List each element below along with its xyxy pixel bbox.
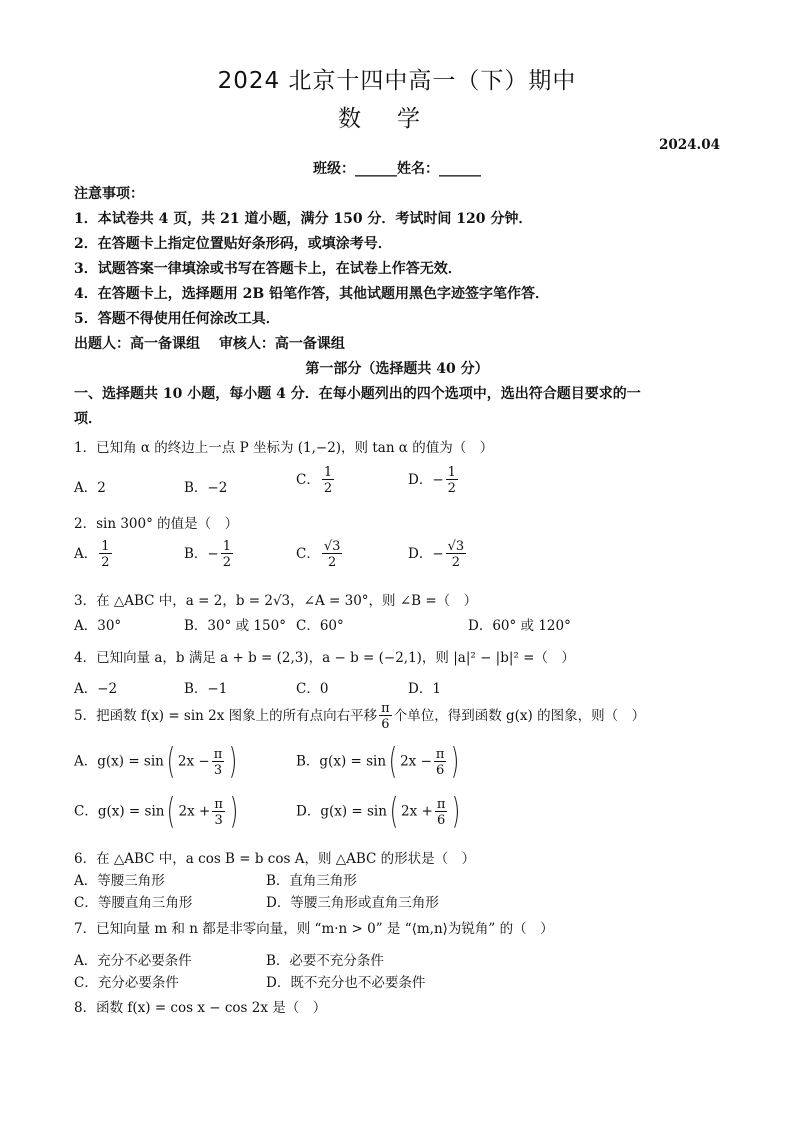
question-7-option-d: D．既不充分也不必要条件: [266, 975, 426, 991]
question-3-option-c: C．60°: [296, 618, 344, 634]
question-4-option-b: B．−1: [184, 681, 228, 697]
question-1-option-c: C． $\frac{1}{2}$: [296, 465, 333, 496]
class-name-line: 班级：______姓名：______: [313, 161, 481, 177]
part-heading: 第一部分（选择题共 40 分）: [305, 361, 489, 377]
exam-date: 2024.04: [658, 137, 720, 153]
section-instruction-cont: 项．: [74, 411, 102, 427]
question-3-option-d: D．60° 或 120°: [468, 618, 571, 634]
question-1-option-d: D．− $\frac{1}{2}$: [408, 465, 456, 496]
question-5-stem: 5．把函数 f(x) = sin 2x 图象上的所有点向右平移 $\frac{\pi}{6}$ 个单位，得到函数 g(x) 的图象，则（ ）: [74, 701, 646, 732]
question-7-stem: 7．已知向量 m 和 n 都是非零向量，则 “m·n > 0” 是 “⟨m,n⟩为锐角” 的（ ）: [74, 921, 554, 937]
subject-title: 数学: [338, 106, 456, 132]
question-3-stem: 3．在 △ABC 中，a = 2，b = 2√3，∠A = 30°，则 ∠B =（ ）: [74, 593, 478, 609]
question-6-option-c: C．等腰直角三角形: [74, 895, 193, 911]
question-1-option-a: A．2: [74, 480, 106, 496]
question-2-option-c: C． $\frac{√3}{2}$: [296, 539, 341, 570]
question-5-option-c: C．g(x) = sin( 2x + $\frac{\pi}{3}$ ): [74, 791, 239, 832]
question-7-option-a: A．充分不必要条件: [74, 953, 192, 969]
question-1-stem: 1．已知角 α 的终边上一点 P 坐标为 (1,−2)，则 tan α 的值为（ ）: [74, 440, 494, 456]
notice-item: 4．在答题卡上，选择题用 2B 铅笔作答，其他试题用黑色字迹签字笔作答．: [74, 286, 550, 302]
question-4-option-c: C．0: [296, 681, 329, 697]
authors-line: 出题人：高一备课组 审核人：高一备课组: [74, 336, 345, 352]
question-2-option-a: A． $\frac{1}{2}$: [74, 539, 110, 570]
question-4-stem: 4．已知向量 a，b 满足 a + b = (2,3)，a − b = (−2,1)，则 |a|² − |b|² =（ ）: [74, 650, 575, 666]
question-6-option-d: D．等腰三角形或直角三角形: [266, 895, 439, 911]
question-2-option-d: D．− $\frac{√3}{2}$: [408, 539, 465, 570]
notice-item: 1．本试卷共 4 页，共 21 道小题，满分 150 分．考试时间 120 分钟．: [74, 211, 533, 227]
question-5-option-a: A．g(x) = sin( 2x − $\frac{\pi}{3}$ ): [74, 741, 238, 782]
question-6-option-a: A．等腰三角形: [74, 873, 165, 889]
question-5-option-d: D．g(x) = sin( 2x + $\frac{\pi}{6}$ ): [296, 791, 461, 832]
question-4-option-a: A．−2: [74, 681, 118, 697]
question-2-option-b: B．− $\frac{1}{2}$: [184, 539, 232, 570]
section-instruction: 一、选择题共 10 小题，每小题 4 分．在每小题列出的四个选项中，选出符合题目要求的一: [74, 386, 641, 402]
question-6-stem: 6．在 △ABC 中，a cos B = b cos A，则 △ABC 的形状是（ ）: [74, 851, 476, 867]
question-5-option-b: B．g(x) = sin( 2x − $\frac{\pi}{6}$ ): [296, 741, 460, 782]
question-2-stem: 2．sin 300° 的值是（ ）: [74, 516, 239, 532]
notice-item: 5．答题不得使用任何涂改工具．: [74, 311, 280, 327]
question-7-option-b: B．必要不充分条件: [266, 953, 384, 969]
question-7-option-c: C．充分必要条件: [74, 975, 179, 991]
question-3-option-b: B．30° 或 150°: [184, 618, 286, 634]
notice-item: 3．试题答案一律填涂或书写在答题卡上，在试卷上作答无效．: [74, 261, 462, 277]
notice-heading: 注意事项：: [74, 186, 144, 202]
notice-item: 2．在答题卡上指定位置贴好条形码，或填涂考号．: [74, 236, 392, 252]
question-4-option-d: D．1: [408, 681, 441, 697]
question-6-option-b: B．直角三角形: [266, 873, 357, 889]
question-8-stem: 8．函数 f(x) = cos x − cos 2x 是（ ）: [74, 1000, 327, 1016]
question-1-option-b: B．−2: [184, 480, 228, 496]
question-3-option-a: A．30°: [74, 618, 122, 634]
page-title: 2024 北京十四中高一（下）期中: [217, 68, 577, 94]
